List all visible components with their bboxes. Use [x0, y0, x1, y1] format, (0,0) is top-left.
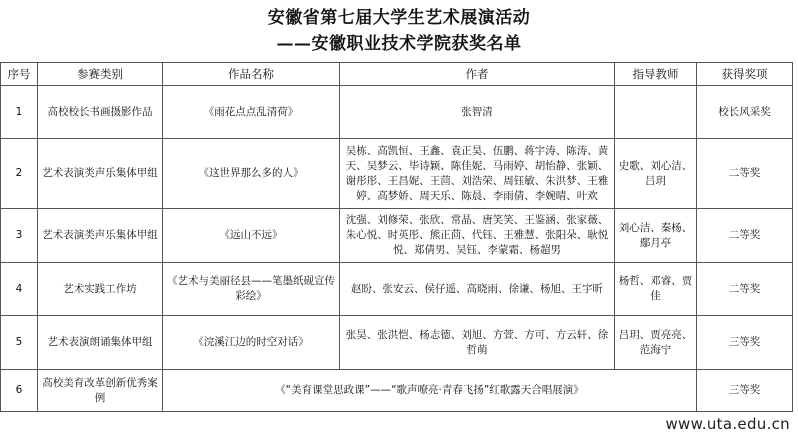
cell-no: 5: [1, 316, 38, 370]
cell-tutor: 杨哲、邓睿、贾佳: [615, 263, 697, 316]
column-header-authors: 作者: [340, 63, 615, 86]
cell-no: 4: [1, 263, 38, 316]
cell-authors: 吴栋、高凯恒、王鑫、袁正昊、伍鹏、蒋宇涛、陈涛、黄天、吴梦云、毕诗颖、陈佳妮、马雨婷、胡怡静、张颖、谢彤彤、王昌妮、王茴、刘浩荣、周钰敏、朱洪梦、王雅婷、高梦娇、周天乐、陈晨、李雨倩、李婉晴、叶欢: [340, 139, 615, 209]
cell-authors: 张智清: [340, 86, 615, 139]
watermark: www.uta.edu.cn: [665, 415, 790, 433]
table-row: [1, 209, 793, 263]
table-row: [1, 86, 793, 139]
cell-award: 二等奖: [697, 209, 793, 263]
cell-category: 艺术表演类声乐集体甲组: [38, 139, 163, 209]
cell-tutor: [615, 86, 697, 139]
cell-award: 校长风采奖: [697, 86, 793, 139]
cell-award: 二等奖: [697, 139, 793, 209]
cell-no: 6: [1, 370, 38, 412]
page-title: 安徽省第七届大学生艺术展演活动: [267, 8, 531, 28]
cell-work: 《雨花点点乱清荷》: [163, 86, 340, 139]
cell-authors: 张昊、张洪恺、杨志德、刘旭、方萱、方可、方云轩、徐哲萌: [340, 316, 615, 370]
cell-award: 三等奖: [697, 370, 793, 412]
cell-no: 3: [1, 209, 38, 263]
cell-no: 2: [1, 139, 38, 209]
awards-table: [0, 62, 793, 412]
cell-award: 三等奖: [697, 316, 793, 370]
table-row: [1, 316, 793, 370]
cell-award: 二等奖: [697, 263, 793, 316]
cell-category: 艺术表演朗诵集体甲组: [38, 316, 163, 370]
column-header-no: 序号: [1, 63, 38, 86]
table-row: [1, 263, 793, 316]
column-header-tutor: 指导教师: [615, 63, 697, 86]
table-row: [1, 139, 793, 209]
cell-work-merged: 《“美育课堂思政课”——“歌声嘹亮·青春飞扬”红歌露天合唱展演》: [163, 370, 697, 412]
cell-authors: 赵盼、张安云、侯仔遥、高晓雨、徐谦、杨旭、王宇昕: [340, 263, 615, 316]
cell-category: 高校校长书画摄影作品: [38, 86, 163, 139]
table-header-row: [1, 63, 793, 86]
page-subtitle: ——安徽职业技术学院获奖名单: [276, 34, 522, 54]
cell-work: 《这世界那么多的人》: [163, 139, 340, 209]
cell-work: 《浣溪江边的时空对话》: [163, 316, 340, 370]
cell-category: 高校美育改革创新优秀案例: [38, 370, 163, 412]
cell-tutor: 吕玥、贾亮亮、范海宁: [615, 316, 697, 370]
cell-no: 1: [1, 86, 38, 139]
table-row: [1, 370, 793, 412]
cell-work: 《艺术与美丽径县——笔墨纸砚宣传彩绘》: [163, 263, 340, 316]
cell-tutor: 刘心洁、秦杨、鄢月亭: [615, 209, 697, 263]
cell-authors: 沈强、刘修荣、张欣、常晶、唐笑笑、王鉴涵、张家薇、朱心悦、时英彤、熊正茴、代钰、王雅慧、张阳朵、耿悦悦、郑倩男、吴钰、李蒙霜、杨超男: [340, 209, 615, 263]
cell-category: 艺术表演类声乐集体甲组: [38, 209, 163, 263]
column-header-work: 作品名称: [163, 63, 340, 86]
column-header-award: 获得奖项: [697, 63, 793, 86]
cell-work: 《远山不远》: [163, 209, 340, 263]
cell-category: 艺术实践工作坊: [38, 263, 163, 316]
cell-tutor: 史歌、刘心洁、吕玥: [615, 139, 697, 209]
column-header-category: 参赛类别: [38, 63, 163, 86]
